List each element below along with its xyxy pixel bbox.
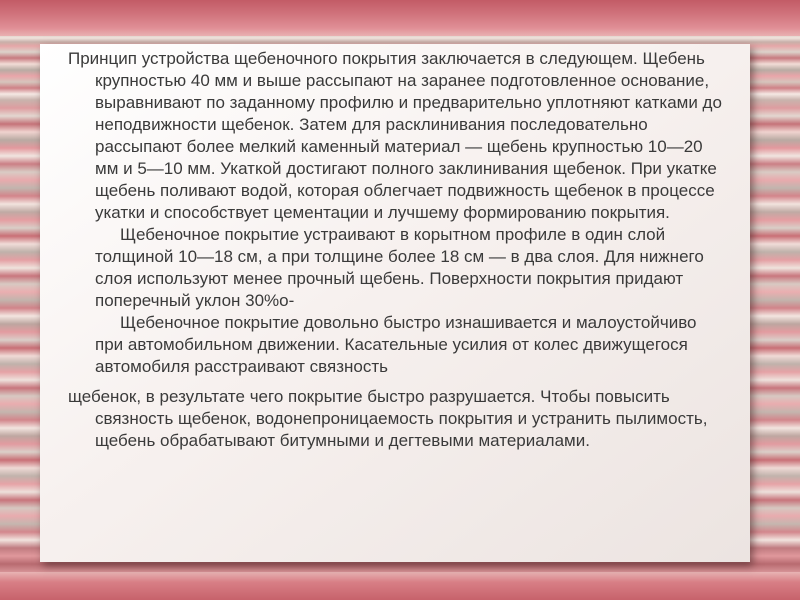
- decorative-top-band: [0, 0, 800, 36]
- paragraph-principle: Принцип устройства щебеночного покрытия заключается в следующем. Щебень крупностью 40 мм и выше рассыпают на заранее подготовленное основание, выравнивают по заданному профилю и предварительно уплотняют катками до неподвижности щебенок. Затем для расклинивания последовательно рассыпают более мелкий каменный материал — щебень крупностью 10—20 мм и 5—10 мм. Укаткой достигают полного заклинивания щебенок. При укатке щебень поливают водой, которая облегчает подвижность щебенок в процессе укатки и способствует цементации и лучшему формированию покрытия.: [68, 49, 722, 222]
- decorative-bottom-band: [0, 572, 800, 600]
- paragraph-wear: Щебеночное покрытие довольно быстро изнашивается и малоустойчиво при автомобильном движении. Касательные усилия от колес движущегося автомобиля расстраивают связность: [95, 313, 697, 376]
- paragraph-profile: Щебеночное покрытие устраивают в корытном профиле в один слой толщиной 10—18 см, а при толщине более 18 см — в два слоя. Для нижнего слоя используют менее прочный щебень. Поверхности покрытия придают поперечный уклон 30%о-: [95, 225, 704, 310]
- paragraph-treatment: щебенок, в результате чего покрытие быстро разрушается. Чтобы повысить связность щебенок, водонепроницаемость покрытия и устранить пылимость, щебень обрабатывают битумными и дегтевыми материалами.: [68, 387, 708, 450]
- document-body: [68, 48, 728, 452]
